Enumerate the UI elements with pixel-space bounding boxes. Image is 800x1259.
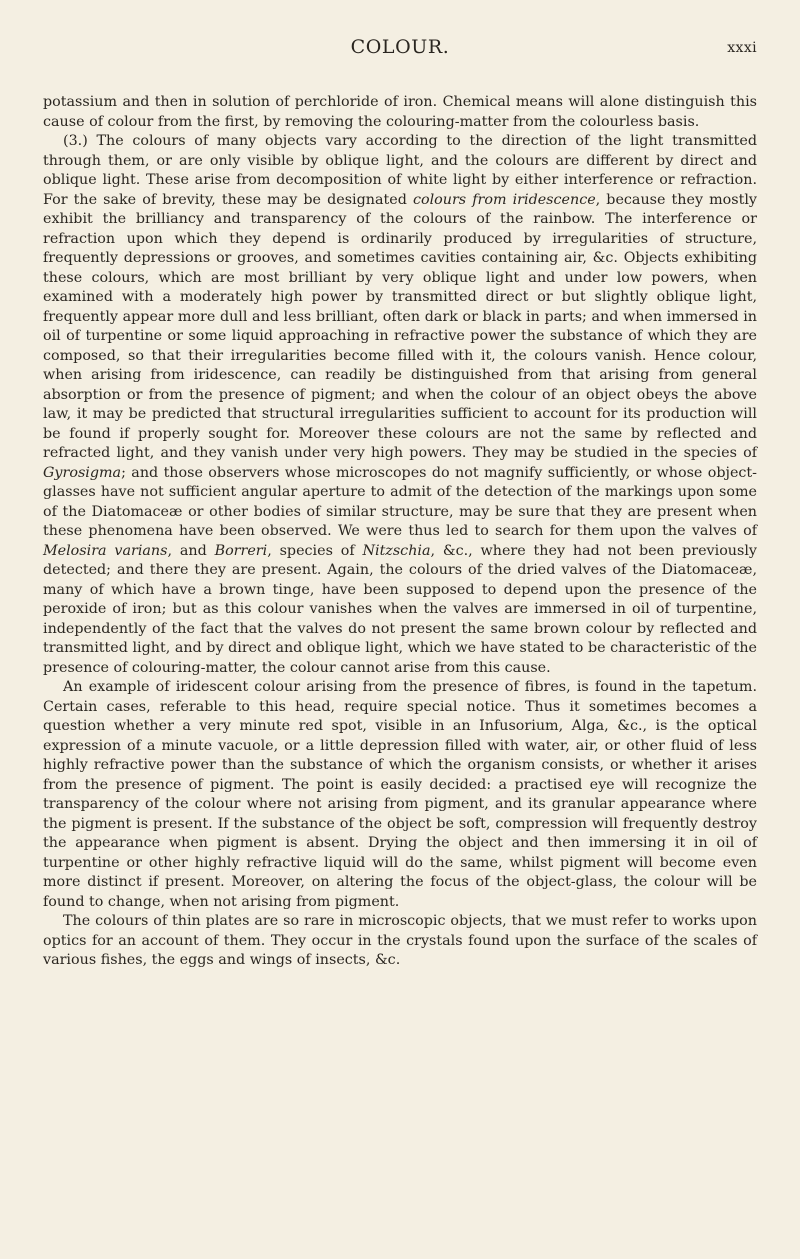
italic-term: colours from iridescence [412, 191, 596, 208]
text-run: An example of iridescent colour arising from the presence of fibres, is found in the tapetum. Certain cases, referable to this head, require special notice. Thus it sometimes becomes a question whether a very minute red spot, visible in an Infusorium, Alga, &c., is the optical expression of a minute vacuole, or a little depression filled with water, air, or other fluid of less highly refractive power than the substance of which the organism consists, or whether it arises from the presence of pigment. The point is easily decided: a practised eye will recognize the transparency of the colour where not arising from pigment, and its granular appearance where the pigment is present. If the substance of the object be soft, compression will frequently destroy the appearance when pigment is absent. Drying the object and then immersing it in oil of turpentine or other highly refractive liquid will do the same, whilst pigment will become even more distinct if present. Moreover, on altering the focus of the object-glass, the colour will be found to change, when not arising from pigment. [43, 679, 757, 910]
text-run: , species of [267, 542, 363, 559]
running-title: COLOUR. [350, 36, 450, 58]
paragraph [43, 912, 757, 971]
paragraph [43, 678, 757, 912]
text-run: , because they mostly exhibit the brilliancy and transparency of the colours of the rainbow. The interference or refraction upon which they depend is ordinarily produced by irregularities of structure, frequently depressions or grooves, and sometimes cavities containing air, &c. Objects exhibiting these colours, which are most brilliant by very oblique light and under low powers, when examined with a moderately high power by transmitted direct or but slightly oblique light, frequently appear more dull and less brilliant, often dark or black in parts; and when immersed in oil of turpentine or some liquid approaching in refractive power the substance of which they are composed, so that their irregularities become filled with it, the colours vanish. Hence colour, when arising from iridescence, can readily be distinguished from that arising from general absorption or from the presence of pigment; and when the colour of an object obeys the above law, it may be predicted that structural irregularities sufficient to account for its production will be found if properly sought for. Moreover these colours are not the same by reflected and refracted light, and they vanish under very high powers. They may be studied in the species of [43, 191, 758, 461]
body-text [43, 93, 757, 971]
page-header [43, 36, 757, 70]
text-run: , and [167, 542, 215, 559]
text-run: ; and those observers whose microscopes do not magnify sufficiently, or whose object-glasses have not sufficient angular aperture to admit of the detection of the markings upon some of the Diatomaceæ or other bodies of similar structure, may be sure that they are present when these phenomena have been observed. We were thus led to search for them upon the valves of [43, 464, 757, 539]
page-number: xxxi [727, 40, 757, 56]
italic-term: Nitzschia [362, 542, 431, 559]
paragraph [43, 132, 757, 678]
text-run: (3.) The colours of many objects vary according to the direction of the light transmitted through them, or are only visible by oblique light, and the colours are different by direct and oblique light. These arise from decomposition of white light by either interference or refraction. For the sake of brevity, these may be designated [43, 133, 757, 208]
italic-term: Borreri [214, 542, 268, 559]
italic-term: Gyrosigma [43, 464, 122, 481]
text-run: potassium and then in solution of perchloride of iron. Chemical means will alone distinguish this cause of colour from the first, by removing the colouring-matter from the colourless basis. [43, 94, 757, 130]
paragraph [43, 93, 757, 132]
italic-term: Melosira varians [43, 542, 168, 559]
text-run: The colours of thin plates are so rare in microscopic objects, that we must refer to works upon optics for an account of them. They occur in the crystals found upon the surface of the scales of various fishes, the eggs and wings of insects, &c. [43, 913, 757, 968]
text-run: , &c., where they had not been previously detected; and there they are present. Again, the colours of the dried valves of the Diatomaceæ, many of which have a brown tinge, have been supposed to depend upon the presence of the peroxide of iron; but as this colour vanishes when the valves are immersed in oil of turpentine, independently of the fact that the valves do not present the same brown colour by reflected and transmitted light, and by direct and oblique light, which we have stated to be characteristic of the presence of colouring-matter, the colour cannot arise from this cause. [43, 542, 757, 676]
